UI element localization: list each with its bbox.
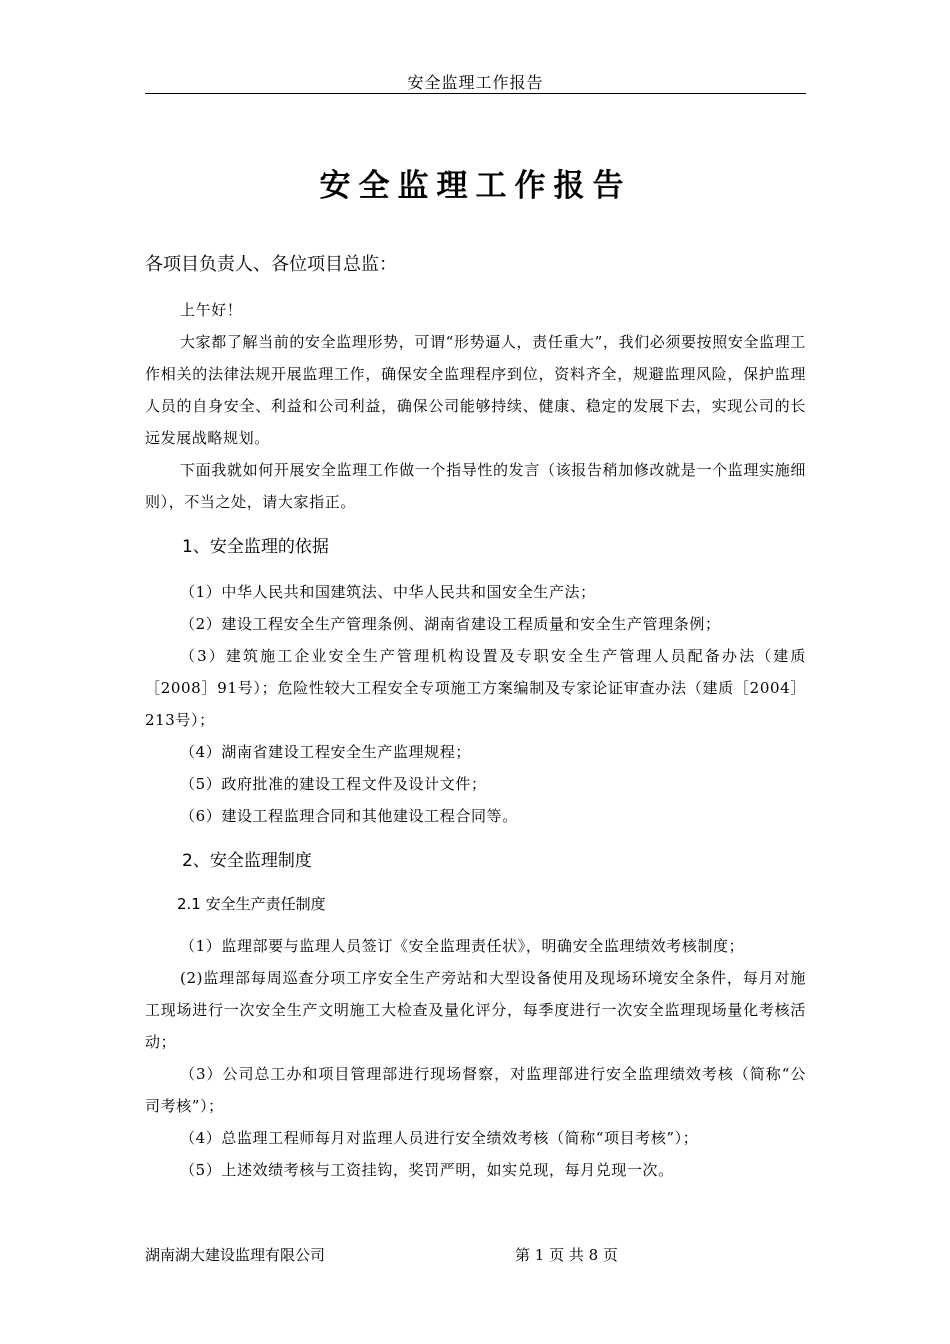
intro-paragraph: 下面我就如何开展安全监理工作做一个指导性的发言（该报告稍加修改就是一个监理实施细则），不当之处，请大家指正。 — [145, 461, 806, 511]
list-item: （1）监理部要与监理人员签订《安全监理责任状》，明确安全监理绩效考核制度； — [180, 937, 745, 955]
list-item: (2)监理部每周巡查分项工序安全生产旁站和大型设备使用及现场环境安全条件，每月对施工现场进行一次安全生产文明施工大检查及量化评分，每季度进行一次安全监理现场量化考核活动； — [145, 969, 806, 1051]
footer-company: 湖南湖大建设监理有限公司 — [145, 1246, 326, 1264]
document-body — [145, 250, 806, 1186]
list-item: （1）中华人民共和国建筑法、中华人民共和国安全生产法； — [180, 583, 596, 601]
list-item: （5）上述效绩考核与工资挂钩，奖罚严明，如实兑现，每月兑现一次。 — [180, 1161, 674, 1179]
list-item: （2）建设工程安全生产管理条例、湖南省建设工程质量和安全生产管理条例； — [180, 615, 721, 633]
section-heading-system: 2、安全监理制度 — [182, 851, 312, 871]
salutation: 各项目负责人、各位项目总监： — [145, 254, 397, 275]
list-item: （3）建筑施工企业安全生产管理机构设置及专职安全生产管理人员配备办法（建质［2008］91号）；危险性较大工程安全专项施工方案编制及专家论证审查办法（建质［2004］213号）； — [145, 647, 806, 729]
list-item: （4）总监理工程师每月对监理人员进行安全绩效考核（简称“项目考核”）； — [180, 1129, 699, 1147]
document-title: 安全监理工作报告 — [319, 168, 632, 204]
list-item: （4）湖南省建设工程安全生产监理规程； — [180, 743, 471, 761]
greeting: 上午好！ — [180, 301, 243, 319]
list-item: （6）建设工程监理合同和其他建设工程合同等。 — [180, 807, 518, 825]
list-item: （3）公司总工办和项目管理部进行现场督察，对监理部进行安全监理绩效考核（简称“公司考核”）； — [145, 1065, 806, 1115]
section-heading-basis: 1、安全监理的依据 — [182, 537, 329, 557]
subsection-heading: 2.1 安全生产责任制度 — [177, 895, 326, 913]
intro-paragraph: 大家都了解当前的安全监理形势，可谓“形势逼人，责任重大”，我们必须要按照安全监理工作相关的法律法规开展监理工作，确保安全监理程序到位，资料齐全，规避监理风险，保护监理人员的自身安全、利益和公司利益，确保公司能够持续、健康、稳定的发展下去，实现公司的长远发展战略规划。 — [145, 333, 806, 447]
list-item: （5）政府批准的建设工程文件及设计文件； — [180, 775, 487, 793]
header-divider — [145, 93, 806, 94]
page-number: 第 1 页 共 8 页 — [515, 1246, 618, 1264]
running-header: 安全监理工作报告 — [407, 73, 544, 92]
